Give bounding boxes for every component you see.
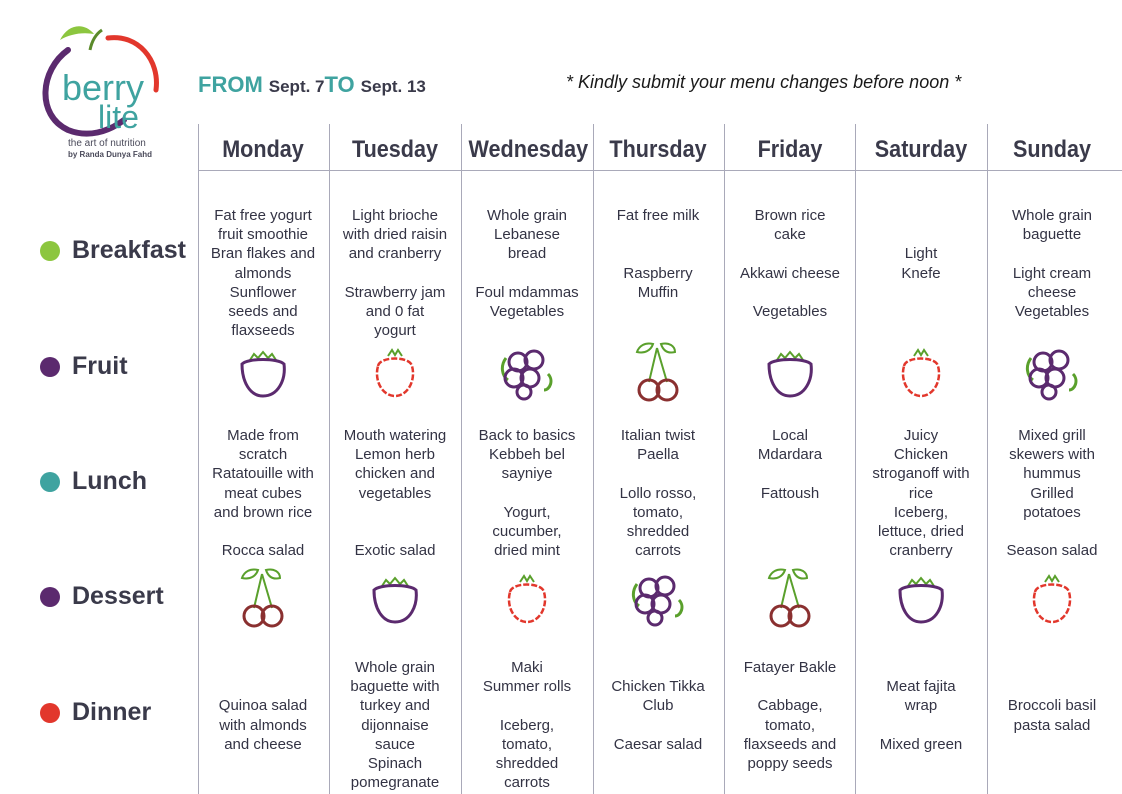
logo-byline: by Randa Dunya Fahd: [68, 150, 153, 159]
lunch-tuesday: Mouth watering Lemon herb chicken and vegetables Exotic salad: [343, 427, 447, 560]
fruit-saturday-icon: [886, 336, 956, 406]
meal-label: Breakfast: [72, 236, 186, 264]
leaf-icon: [60, 26, 94, 40]
meal-fruit: [40, 352, 128, 381]
meal-label: Fruit: [72, 352, 128, 380]
day-header-sunday: Sunday: [1012, 136, 1092, 163]
lunch-thursday: Italian twist Paella Lollo rosso, tomato, shredded carrots: [619, 427, 697, 560]
logo-word-lite: lite: [98, 99, 139, 135]
date-range: [198, 72, 426, 98]
lunch-dot-icon: [40, 472, 60, 492]
dessert-tuesday-icon: [360, 562, 430, 632]
menu-change-notice: * Kindly submit your menu changes before noon *: [566, 72, 962, 92]
fruit-sunday-icon: [1017, 336, 1087, 406]
fruit-friday-icon: [755, 336, 825, 406]
lunch-saturday: Juicy Chicken stroganoff with rice Iceberg, lettuce, dried cranberry: [872, 427, 970, 560]
dessert-monday-icon: [228, 562, 298, 632]
breakfast-monday: Fat free yogurt fruit smoothie Bran flakes and almonds Sunflower seeds and flaxseeds: [210, 207, 316, 340]
breakfast-dot-icon: [40, 241, 60, 261]
meal-label: Lunch: [72, 467, 147, 495]
fruit-thursday-icon: [623, 336, 693, 406]
day-header-friday: Friday: [757, 136, 823, 163]
dessert-wednesday-icon: [492, 562, 562, 632]
meal-label: Dinner: [72, 698, 152, 726]
lunch-monday: Made from scratch Ratatouille with meat cubes and brown rice Rocca salad: [212, 427, 314, 560]
lunch-wednesday: Back to basics Kebbeh bel sayniye Yogurt, cucumber, dried mint: [478, 427, 576, 560]
breakfast-friday: Brown rice cake Akkawi cheese Vegetables: [739, 207, 841, 321]
dinner-sunday: Broccoli basil pasta salad: [1007, 697, 1097, 734]
fruit-tuesday-icon: [360, 336, 430, 406]
dessert-saturday-icon: [886, 562, 956, 632]
to-label: TO: [324, 72, 355, 97]
from-date: Sept. 7: [268, 77, 325, 96]
meal-dinner: [40, 698, 151, 727]
breakfast-sunday: Whole grain baguette Light cream cheese Vegetables: [1011, 207, 1093, 321]
meal-label: Dessert: [72, 582, 164, 610]
dinner-wednesday: Maki Summer rolls Iceberg, tomato, shredded carrots: [482, 659, 572, 792]
breakfast-tuesday: Light brioche with dried raisin and cranberry Strawberry jam and 0 fat yogurt: [342, 207, 448, 340]
dinner-thursday: Chicken Tikka Club Caesar salad: [611, 678, 705, 753]
day-header-tuesday: Tuesday: [351, 136, 439, 163]
from-label: FROM: [198, 72, 263, 97]
day-header-monday: Monday: [222, 136, 304, 163]
dinner-friday: Fatayer Bakle Cabbage, tomato, flaxseeds and poppy seeds: [743, 659, 837, 773]
lunch-sunday: Mixed grill skewers with hummus Grilled potatoes Season salad: [1006, 427, 1098, 560]
logo-word-berry: berry: [62, 67, 145, 108]
day-header-wednesday: Wednesday: [468, 136, 589, 163]
header-divider: [198, 170, 1122, 171]
dessert-friday-icon: [755, 562, 825, 632]
breakfast-wednesday: Whole grain Lebanese bread Foul mdammas Vegetables: [475, 207, 579, 321]
fruit-dot-icon: [40, 357, 60, 377]
meal-dessert: [40, 582, 164, 611]
logo-tagline-block: [68, 138, 152, 160]
fruit-wednesday-icon: [492, 336, 562, 406]
logo-tagline: the art of nutrition: [68, 138, 146, 149]
dinner-dot-icon: [40, 703, 60, 723]
dessert-sunday-icon: [1017, 562, 1087, 632]
breakfast-thursday: Fat free milk Raspberry Muffin: [616, 207, 700, 301]
dessert-dot-icon: [40, 587, 60, 607]
dessert-thursday-icon: [623, 562, 693, 632]
meal-breakfast: [40, 236, 186, 265]
breakfast-saturday: Light Knefe: [901, 245, 941, 282]
day-header-thursday: Thursday: [609, 136, 707, 163]
dinner-monday: Quinoa salad with almonds and cheese: [218, 697, 308, 753]
meal-lunch: [40, 467, 147, 496]
fruit-monday-icon: [228, 336, 298, 406]
day-header-saturday: Saturday: [874, 136, 968, 163]
to-date: Sept. 13: [360, 77, 426, 96]
dinner-saturday: Meat fajita wrap Mixed green: [879, 678, 963, 753]
lunch-friday: Local Mdardara Fattoush: [757, 427, 823, 502]
dinner-tuesday: Whole grain baguette with turkey and dijonnaise sauce Spinach pomegranate: [350, 659, 440, 792]
